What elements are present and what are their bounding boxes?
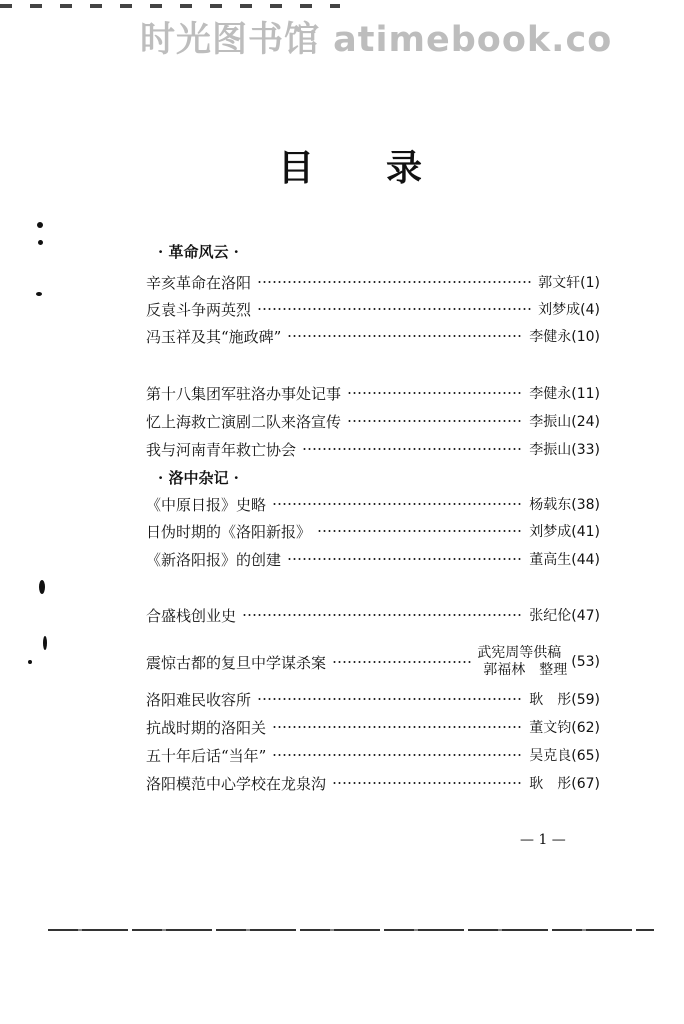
entry-title: 第十八集团军驻洛办事处记事 bbox=[146, 384, 342, 403]
entry-author-page: 董文钧(62) bbox=[529, 720, 600, 736]
scan-speck bbox=[38, 240, 43, 245]
leader-dots bbox=[257, 308, 532, 310]
leader-dots bbox=[272, 503, 523, 505]
entry-author-page: 董高生(44) bbox=[529, 552, 600, 568]
leader-dots bbox=[272, 754, 523, 756]
leader-dots bbox=[272, 726, 523, 728]
leader-dots bbox=[257, 281, 532, 283]
entry-author-page: 郭文轩(1) bbox=[538, 275, 600, 291]
bottom-scan-rule bbox=[48, 929, 654, 931]
entry-title: 冯玉祥及其“施政碑” bbox=[146, 327, 282, 346]
scan-speck bbox=[39, 580, 45, 594]
entry-title: 《中原日报》史略 bbox=[146, 495, 267, 514]
leader-dots bbox=[332, 782, 523, 784]
entry-title: 忆上海救亡演剧二队来洛宣传 bbox=[146, 412, 342, 431]
toc-entry[interactable] bbox=[146, 270, 600, 294]
scan-speck bbox=[36, 292, 42, 296]
leader-dots bbox=[347, 392, 523, 394]
top-edge-dashes bbox=[0, 4, 340, 8]
toc-entry[interactable] bbox=[146, 437, 600, 461]
entry-title: 抗战时期的洛阳关 bbox=[146, 718, 267, 737]
scan-speck bbox=[43, 636, 47, 650]
toc-entry[interactable] bbox=[146, 409, 600, 433]
entry-author-page: 耿 彤(59) bbox=[529, 692, 600, 708]
leader-dots bbox=[317, 530, 523, 532]
entry-author-page: 刘梦成(41) bbox=[529, 524, 600, 540]
section-heading: · 革命风云 · bbox=[158, 243, 239, 261]
toc-entry[interactable] bbox=[146, 771, 600, 795]
toc-entry[interactable] bbox=[146, 715, 600, 739]
toc-entry[interactable] bbox=[146, 642, 600, 682]
scan-speck bbox=[37, 222, 43, 228]
section-heading: · 洛中杂记 · bbox=[158, 469, 239, 487]
leader-dots bbox=[302, 448, 523, 450]
leader-dots bbox=[347, 420, 523, 422]
leader-dots bbox=[287, 558, 523, 560]
entry-title: 五十年后话“当年” bbox=[146, 746, 267, 765]
entry-author-page: 张纪伦(47) bbox=[529, 608, 600, 624]
entry-author-page: 李健永(11) bbox=[529, 386, 600, 402]
leader-dots bbox=[242, 614, 523, 616]
toc-entry[interactable] bbox=[146, 603, 600, 627]
entry-author-page: 耿 彤(67) bbox=[529, 776, 600, 792]
leader-dots bbox=[332, 661, 471, 663]
entry-author-page: 刘梦成(4) bbox=[538, 302, 600, 318]
toc-entry[interactable] bbox=[146, 492, 600, 516]
entry-title: 震惊古都的复旦中学谋杀案 bbox=[146, 653, 327, 672]
entry-title: 反袁斗争两英烈 bbox=[146, 300, 252, 319]
leader-dots bbox=[257, 698, 523, 700]
entry-author-page: 李健永(10) bbox=[529, 329, 600, 345]
toc-entry[interactable] bbox=[146, 519, 600, 543]
entry-author-page: 李振山(24) bbox=[529, 414, 600, 430]
entry-title: 辛亥革命在洛阳 bbox=[146, 273, 252, 292]
entry-title: 洛阳难民收容所 bbox=[146, 690, 252, 709]
toc-entry[interactable] bbox=[146, 297, 600, 321]
entry-title: 合盛栈创业史 bbox=[146, 606, 237, 625]
page-title: 目录 bbox=[278, 148, 495, 189]
toc-entry[interactable] bbox=[146, 743, 600, 767]
leader-dots bbox=[287, 335, 523, 337]
page-number: — 1 — bbox=[520, 832, 566, 848]
toc-entry[interactable] bbox=[146, 324, 600, 348]
entry-author-page: 杨载东(38) bbox=[529, 497, 600, 513]
entry-author-line: 武宪周等供稿 bbox=[477, 645, 562, 661]
toc-entry[interactable] bbox=[146, 381, 600, 405]
entry-title: 日伪时期的《洛阳新报》 bbox=[146, 522, 312, 541]
entry-title: 洛阳模范中心学校在龙泉沟 bbox=[146, 774, 327, 793]
entry-title: 《新洛阳报》的创建 bbox=[146, 550, 282, 569]
toc-entry[interactable] bbox=[146, 687, 600, 711]
entry-authors bbox=[477, 645, 567, 679]
entry-page: (53) bbox=[571, 654, 600, 670]
entry-author-page: 吴克良(65) bbox=[529, 748, 600, 764]
entry-title: 我与河南青年救亡协会 bbox=[146, 440, 297, 459]
entry-author-line: 郭福林 整理 bbox=[483, 662, 568, 678]
entry-author-page: 李振山(33) bbox=[529, 442, 600, 458]
scan-speck bbox=[28, 660, 32, 664]
toc-entry[interactable] bbox=[146, 547, 600, 571]
watermark: 时光图书馆 atimebook.co bbox=[140, 20, 613, 60]
